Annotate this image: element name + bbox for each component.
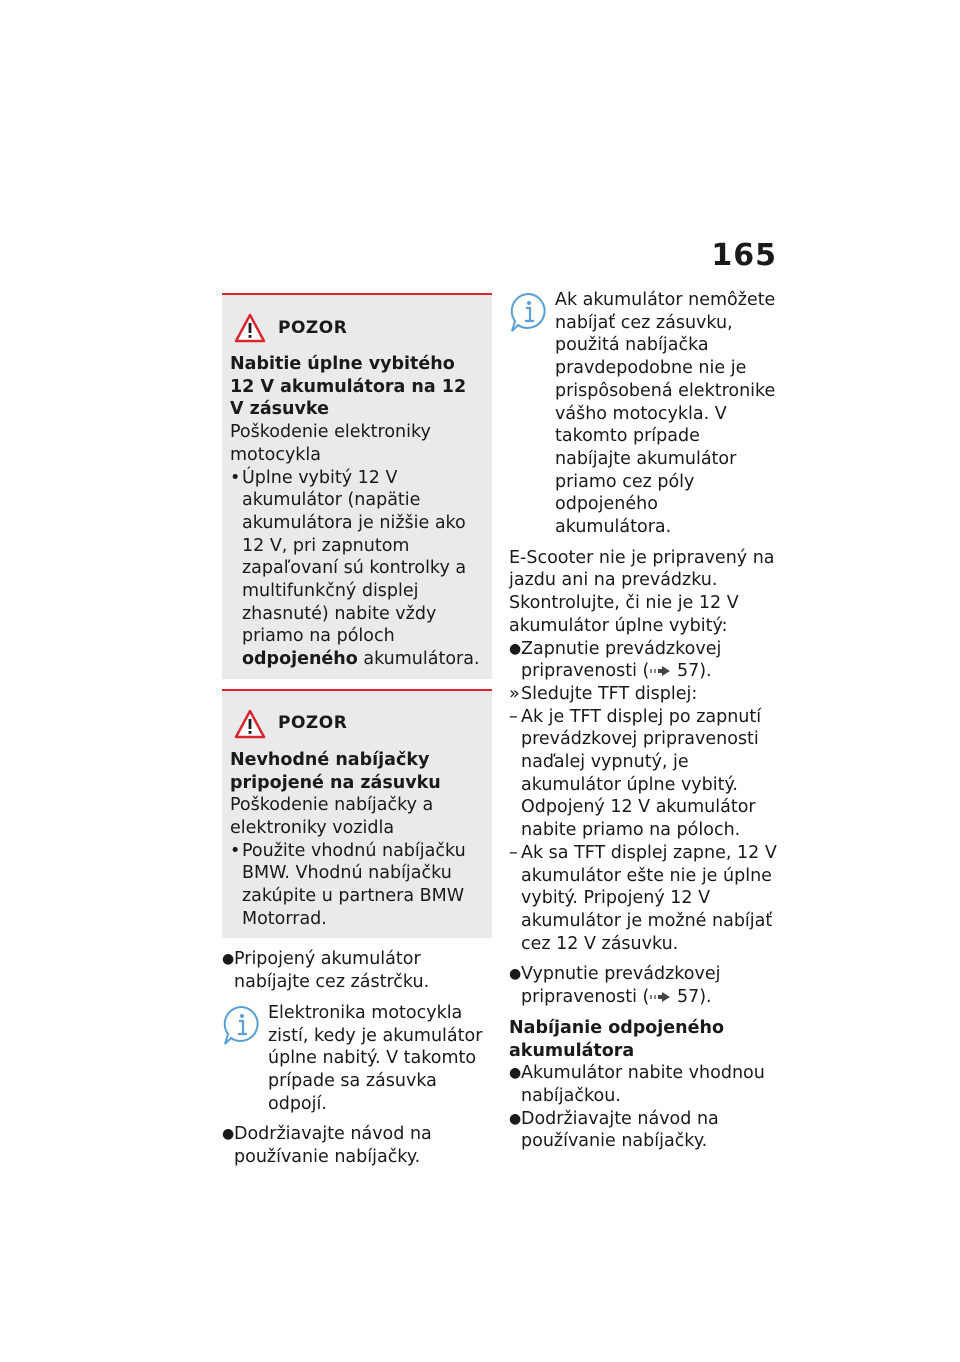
step-item [509, 1108, 779, 1153]
warning-label: POZOR [278, 317, 348, 338]
paragraph: E-Scooter nie je pripravený na jazdu ani na prevádzku. Skontrolujte, či nie je 12 V akumulátor úplne vybitý: [509, 547, 775, 636]
dash-mark: – [509, 842, 518, 863]
step-item [509, 1062, 779, 1107]
step-text: Pripojený akumulátor nabíjajte cez zástrčku. [234, 949, 430, 993]
page-reference[interactable]: 57). [676, 987, 712, 1008]
info-icon [509, 291, 549, 333]
warning-label: POZOR [278, 713, 348, 734]
step-text: Dodržiavajte návod na používanie nabíjačky. [521, 1108, 719, 1152]
step-mark: ● [222, 1126, 235, 1143]
warning-triangle-icon [234, 709, 266, 739]
warning-bullet-pre: Úplne vybitý 12 V akumulátor (napätie akumulátora je nižšie ako 12 V, pri zapnutom zapaľovaní sú kontrolky a multifunkčný displej zhasnuté) nabite vždy priamo na póloch [242, 467, 467, 647]
step-item [222, 1123, 492, 1168]
warning-bullet-text [242, 467, 484, 671]
section-heading: Nabíjanie odpojeného akumulátora [509, 1017, 724, 1061]
warning-bullet [230, 840, 484, 931]
warning-title: Nabitie úplne vybitého 12 V akumulátora na 12 V zásuvke [230, 354, 467, 420]
result-item [509, 683, 779, 706]
step-text-main: Vypnutie prevádzkovej pripravenosti ( [521, 964, 721, 1008]
step-item [509, 638, 779, 683]
bullet-mark: • [230, 467, 241, 488]
dash-item [509, 706, 779, 842]
reference-arrow-icon [649, 665, 671, 677]
info-note [509, 289, 779, 539]
step-mark: ● [509, 1110, 522, 1127]
warning-consequence: Poškodenie elektroniky motocykla [230, 422, 431, 465]
step-mark: ● [509, 1065, 522, 1082]
warning-triangle-icon [234, 313, 266, 343]
warning-box-2 [222, 689, 492, 939]
step-mark: ● [509, 966, 522, 983]
page-reference[interactable]: 57). [676, 661, 712, 682]
warning-header [230, 705, 484, 743]
step-item [222, 948, 492, 993]
info-note [222, 1002, 492, 1116]
warning-title: Nevhodné nabíjačky pripojené na zásuvku [230, 749, 441, 793]
step-text [521, 638, 779, 683]
info-icon [222, 1004, 262, 1046]
step-item [509, 963, 779, 1008]
info-text: Elektronika motocykla zistí, kedy je akumulátor úplne nabitý. V takomto prípade sa zásuvka odpojí. [268, 1002, 483, 1114]
warning-bullet [230, 467, 484, 671]
dash-mark: – [509, 706, 518, 727]
left-column [222, 293, 492, 1169]
warning-bullet-post: akumulátora. [357, 649, 480, 670]
step-text [521, 963, 779, 1008]
page-number: 165 [711, 238, 777, 273]
step-text: Dodržiavajte návod na používanie nabíjačky. [234, 1124, 432, 1168]
warning-box-1 [222, 293, 492, 679]
dash-text: Ak je TFT displej po zapnutí prevádzkovej pripravenosti naďalej vypnutý, je akumulátor úplne vybitý. Odpojený 12 V akumulátor nabite priamo na póloch. [521, 706, 762, 841]
info-text: Ak akumulátor nemôžete nabíjať cez zásuvku, použitá nabíjačka pravdepodobne nie je prispôsobená elektronike vášho motocykla. V takomto prípade nabíjajte akumulátor priamo cez póly odpojeného akumulátora. [555, 290, 776, 538]
result-mark: » [509, 683, 520, 704]
dash-item [509, 842, 779, 956]
dash-text: Ak sa TFT displej zapne, 12 V akumulátor ešte nie je úplne vybitý. Pripojený 12 V akumulátor je možné nabíjať cez 12 V zásuvku. [521, 842, 777, 954]
warning-bullet-text: Použite vhodnú nabíjačku BMW. Vhodnú nabíjačku zakúpite u partnera BMW Motorrad. [242, 840, 466, 929]
step-text-main: Zapnutie prevádzkovej pripravenosti ( [521, 638, 722, 682]
right-column [509, 289, 779, 1153]
warning-header [230, 309, 484, 347]
result-text: Sledujte TFT displej: [521, 683, 698, 704]
step-mark: ● [222, 951, 235, 968]
step-text: Akumulátor nabite vhodnou nabíjačkou. [521, 1063, 765, 1106]
warning-bullet-bold: odpojeného [242, 649, 358, 670]
step-mark: ● [509, 640, 522, 657]
warning-consequence: Poškodenie nabíjačky a elektroniky vozidla [230, 795, 434, 838]
bullet-mark: • [230, 840, 241, 861]
reference-arrow-icon [649, 991, 671, 1003]
